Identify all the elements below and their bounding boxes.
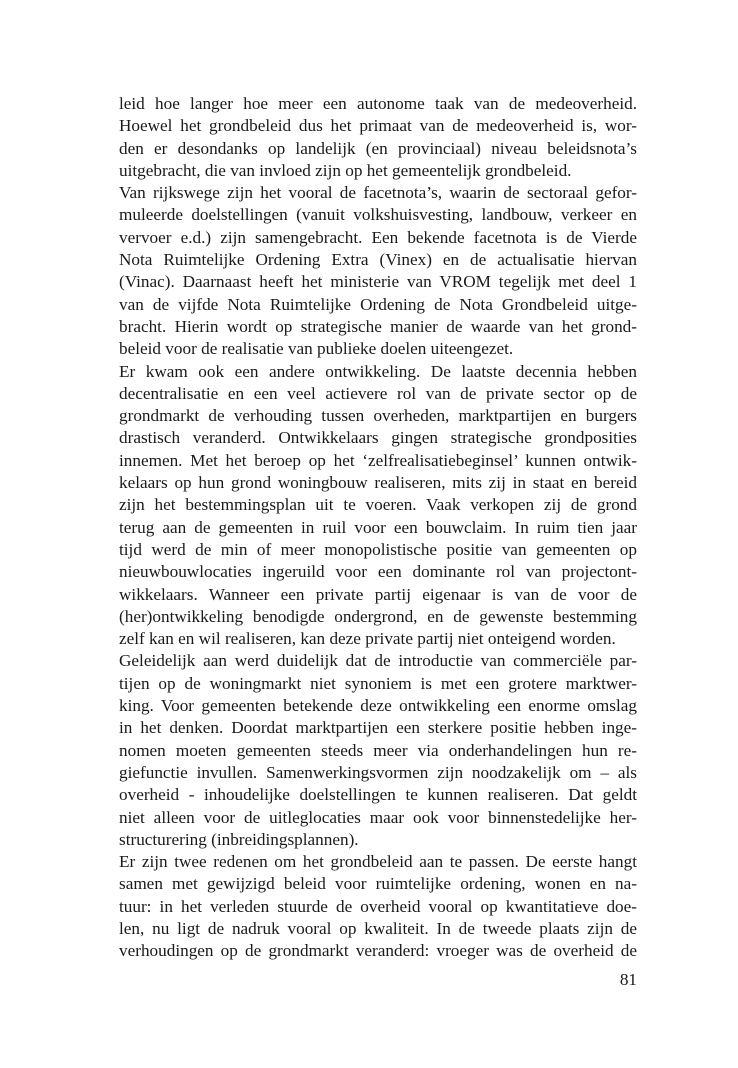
text-line: innemen. Met het beroep op het ‘zelfrealisatiebeginsel’ kunnen ontwik- (119, 450, 637, 470)
text-line: decentralisatie en een veel actievere rol van de private sector op de (119, 383, 637, 403)
text-line: overheid - inhoudelijke doelstellingen te kunnen realiseren. Dat geldt (119, 785, 637, 805)
text-line: nieuwbouwlocaties ingeruild voor een dominante rol van projectont- (119, 562, 637, 582)
page-number: 81 (619, 970, 637, 989)
text-line: beleid voor de realisatie van publieke doelen uiteengezet. (119, 339, 514, 359)
paragraph-4 (119, 650, 637, 851)
text-line: muleerde doelstellingen (vanuit volkshuisvesting, landbouw, verkeer en (119, 205, 637, 225)
paragraph-3 (119, 361, 637, 651)
text-line: Hoewel het grondbeleid dus het primaat van de medeoverheid is, wor- (119, 116, 637, 136)
text-line: vervoer e.d.) zijn samengebracht. Een bekende facetnota is de Vierde (119, 227, 637, 247)
text-line: wikkelaars. Wanneer een private partij eigenaar is van de voor de (119, 584, 637, 604)
text-line: zijn het bestemmingsplan uit te voeren. Vaak verkopen zij de grond (119, 495, 637, 515)
text-line: den er desondanks op landelijk (en provinciaal) niveau beleidsnota’s (119, 138, 637, 158)
text-line: tuur: in het verleden stuurde de overheid vooral op kwantitatieve doe- (119, 896, 637, 916)
text-line: Van rijkswege zijn het vooral de facetnota’s, waarin de sectoraal gefor- (119, 183, 637, 203)
text-line: verhoudingen op de grondmarkt veranderd: vroeger was de overheid de (119, 941, 637, 961)
text-line: van de vijfde Nota Ruimtelijke Ordening de Nota Grondbeleid uitge- (119, 294, 637, 314)
body-text (119, 93, 637, 963)
text-line: (her)ontwikkeling benodigde ondergrond, en de gewenste bestemming (119, 606, 637, 626)
paragraph-5 (119, 851, 637, 962)
text-line: grondmarkt de verhouding tussen overheden, marktpartijen en burgers (119, 406, 637, 426)
text-line: king. Voor gemeenten betekende deze ontwikkeling een enorme omslag (119, 696, 637, 716)
paragraph-2 (119, 182, 637, 360)
text-line: nomen moeten gemeenten steeds meer via onderhandelingen hun re- (119, 740, 637, 760)
text-line: giefunctie invullen. Samenwerkingsvormen zijn noodzakelijk om – als (119, 762, 637, 782)
text-line: Er zijn twee redenen om het grondbeleid aan te passen. De eerste hangt (119, 852, 637, 872)
text-line: Er kwam ook een andere ontwikkeling. De laatste decennia hebben (119, 361, 637, 381)
paragraph-1 (119, 93, 637, 182)
text-line: (Vinac). Daarnaast heeft het ministerie van VROM tegelijk met deel 1 (119, 272, 637, 292)
text-line: tijd werd de min of meer monopolistische positie van gemeenten op (119, 539, 637, 559)
text-line: zelf kan en wil realiseren, kan deze private partij niet onteigend worden. (119, 629, 616, 649)
text-line: drastisch veranderd. Ontwikkelaars gingen strategische grondposities (119, 428, 637, 448)
text-line: Nota Ruimtelijke Ordening Extra (Vinex) en de actualisatie hiervan (119, 250, 637, 270)
text-line: structurering (inbreidingsplannen). (119, 829, 359, 849)
text-line: niet alleen voor de uitleglocaties maar ook voor binnenstedelijke her- (119, 807, 637, 827)
text-line: kelaars op hun grond woningbouw realiseren, mits zij in staat en bereid (119, 473, 637, 493)
text-line: in het denken. Doordat marktpartijen een sterkere positie hebben inge- (119, 718, 637, 738)
text-line: tijen op de woningmarkt niet synoniem is met een grotere marktwer- (119, 673, 637, 693)
text-line: Geleidelijk aan werd duidelijk dat de introductie van commerciële par- (119, 651, 637, 671)
text-line: samen met gewijzigd beleid voor ruimtelijke ordening, wonen en na- (119, 874, 637, 894)
text-line: leid hoe langer hoe meer een autonome taak van de medeoverheid. (119, 94, 637, 113)
text-line: len, nu ligt de nadruk vooral op kwaliteit. In de tweede plaats zijn de (119, 918, 637, 938)
text-line: terug aan de gemeenten in ruil voor een bouwclaim. In ruim tien jaar (119, 517, 637, 537)
text-line: uitgebracht, die van invloed zijn op het gemeentelijk grondbeleid. (119, 160, 572, 180)
text-line: bracht. Hierin wordt op strategische manier de waarde van het grond- (119, 316, 637, 336)
